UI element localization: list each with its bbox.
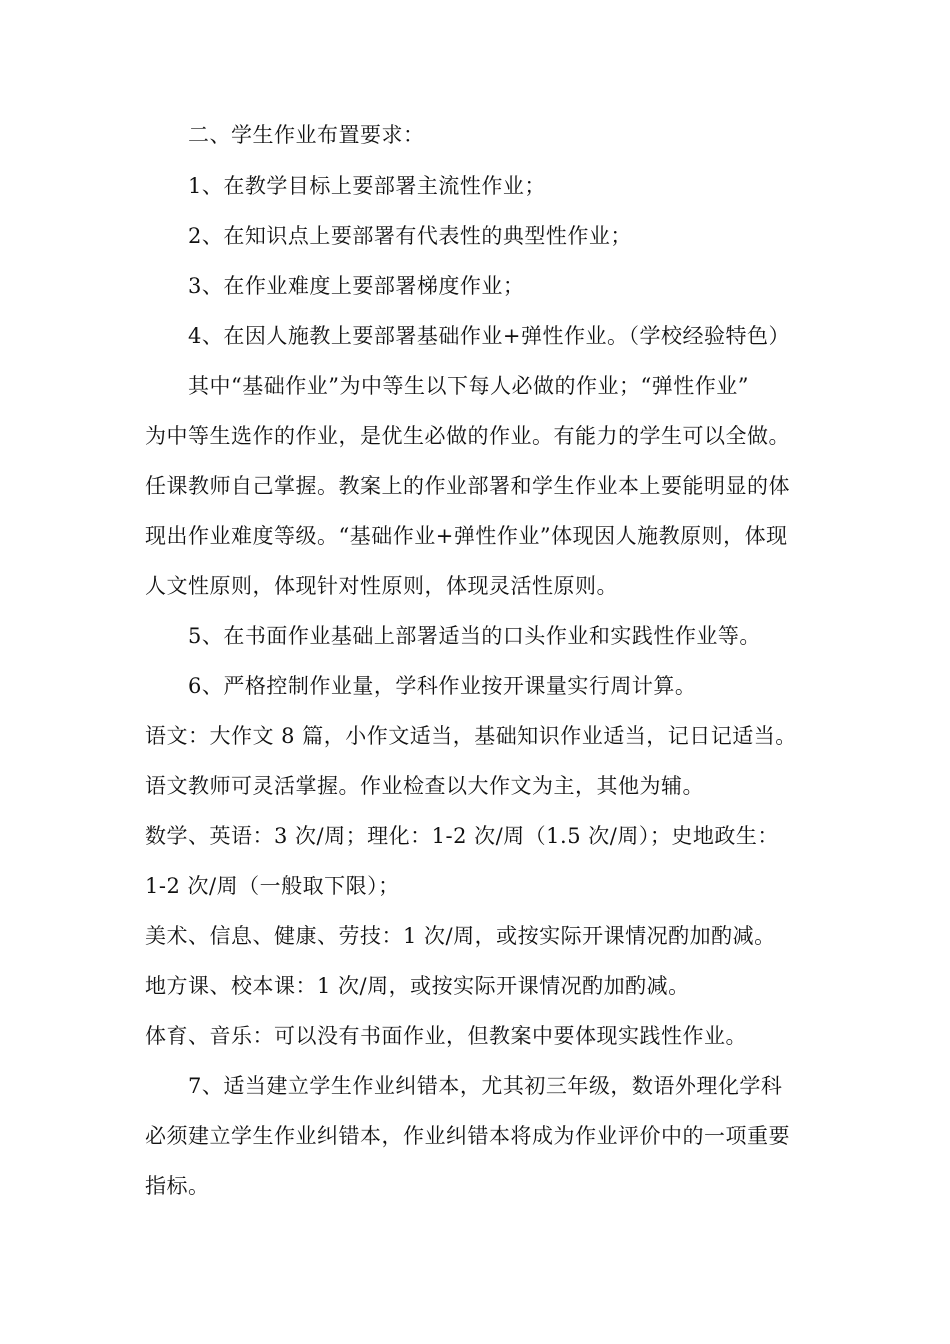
section-heading: 二、学生作业布置要求： (188, 123, 425, 147)
list-item-7: 7、适当建立学生作业纠错本，尤其初三年级，数语外理化学科 (188, 1074, 783, 1098)
paragraph-line: 指标。 (145, 1174, 210, 1198)
subject-line-math: 数学、英语：3 次/周；理化：1-2 次/周（1.5 次/周）；史地政生： (145, 824, 779, 848)
paragraph-line: 为中等生选作的作业，是优生必做的作业。有能力的学生可以全做。 (145, 424, 790, 448)
paragraph-line: 其中“基础作业”为中等生以下每人必做的作业；“弹性作业” (188, 374, 749, 398)
paragraph-line: 必须建立学生作业纠错本，作业纠错本将成为作业评价中的一项重要 (145, 1124, 790, 1148)
list-item-1: 1、在教学目标上要部署主流性作业； (188, 174, 546, 198)
list-item-6: 6、严格控制作业量，学科作业按开课量实行周计算。 (188, 674, 697, 698)
list-item-3: 3、在作业难度上要部署梯度作业； (188, 274, 525, 298)
paragraph-line: 1-2 次/周（一般取下限）； (145, 874, 400, 898)
list-item-5: 5、在书面作业基础上部署适当的口头作业和实践性作业等。 (188, 624, 761, 648)
list-item-2: 2、在知识点上要部署有代表性的典型性作业； (188, 224, 632, 248)
subject-line-pe: 体育、音乐：可以没有书面作业，但教案中要体现实践性作业。 (145, 1024, 747, 1048)
list-item-4: 4、在因人施教上要部署基础作业+弹性作业。（学校经验特色） (188, 324, 790, 348)
paragraph-line: 现出作业难度等级。“基础作业+弹性作业”体现因人施教原则，体现 (145, 524, 788, 548)
paragraph-line: 语文教师可灵活掌握。作业检查以大作文为主，其他为辅。 (145, 774, 704, 798)
paragraph-line: 人文性原则，体现针对性原则，体现灵活性原则。 (145, 574, 618, 598)
paragraph-line: 任课教师自己掌握。教案上的作业部署和学生作业本上要能明显的体 (145, 474, 790, 498)
subject-line-chinese: 语文：大作文 8 篇，小作文适当，基础知识作业适当，记日记适当。 (145, 724, 797, 748)
subject-line-arts: 美术、信息、健康、劳技：1 次/周，或按实际开课情况酌加酌减。 (145, 924, 776, 948)
subject-line-local: 地方课、校本课：1 次/周，或按实际开课情况酌加酌减。 (145, 974, 690, 998)
